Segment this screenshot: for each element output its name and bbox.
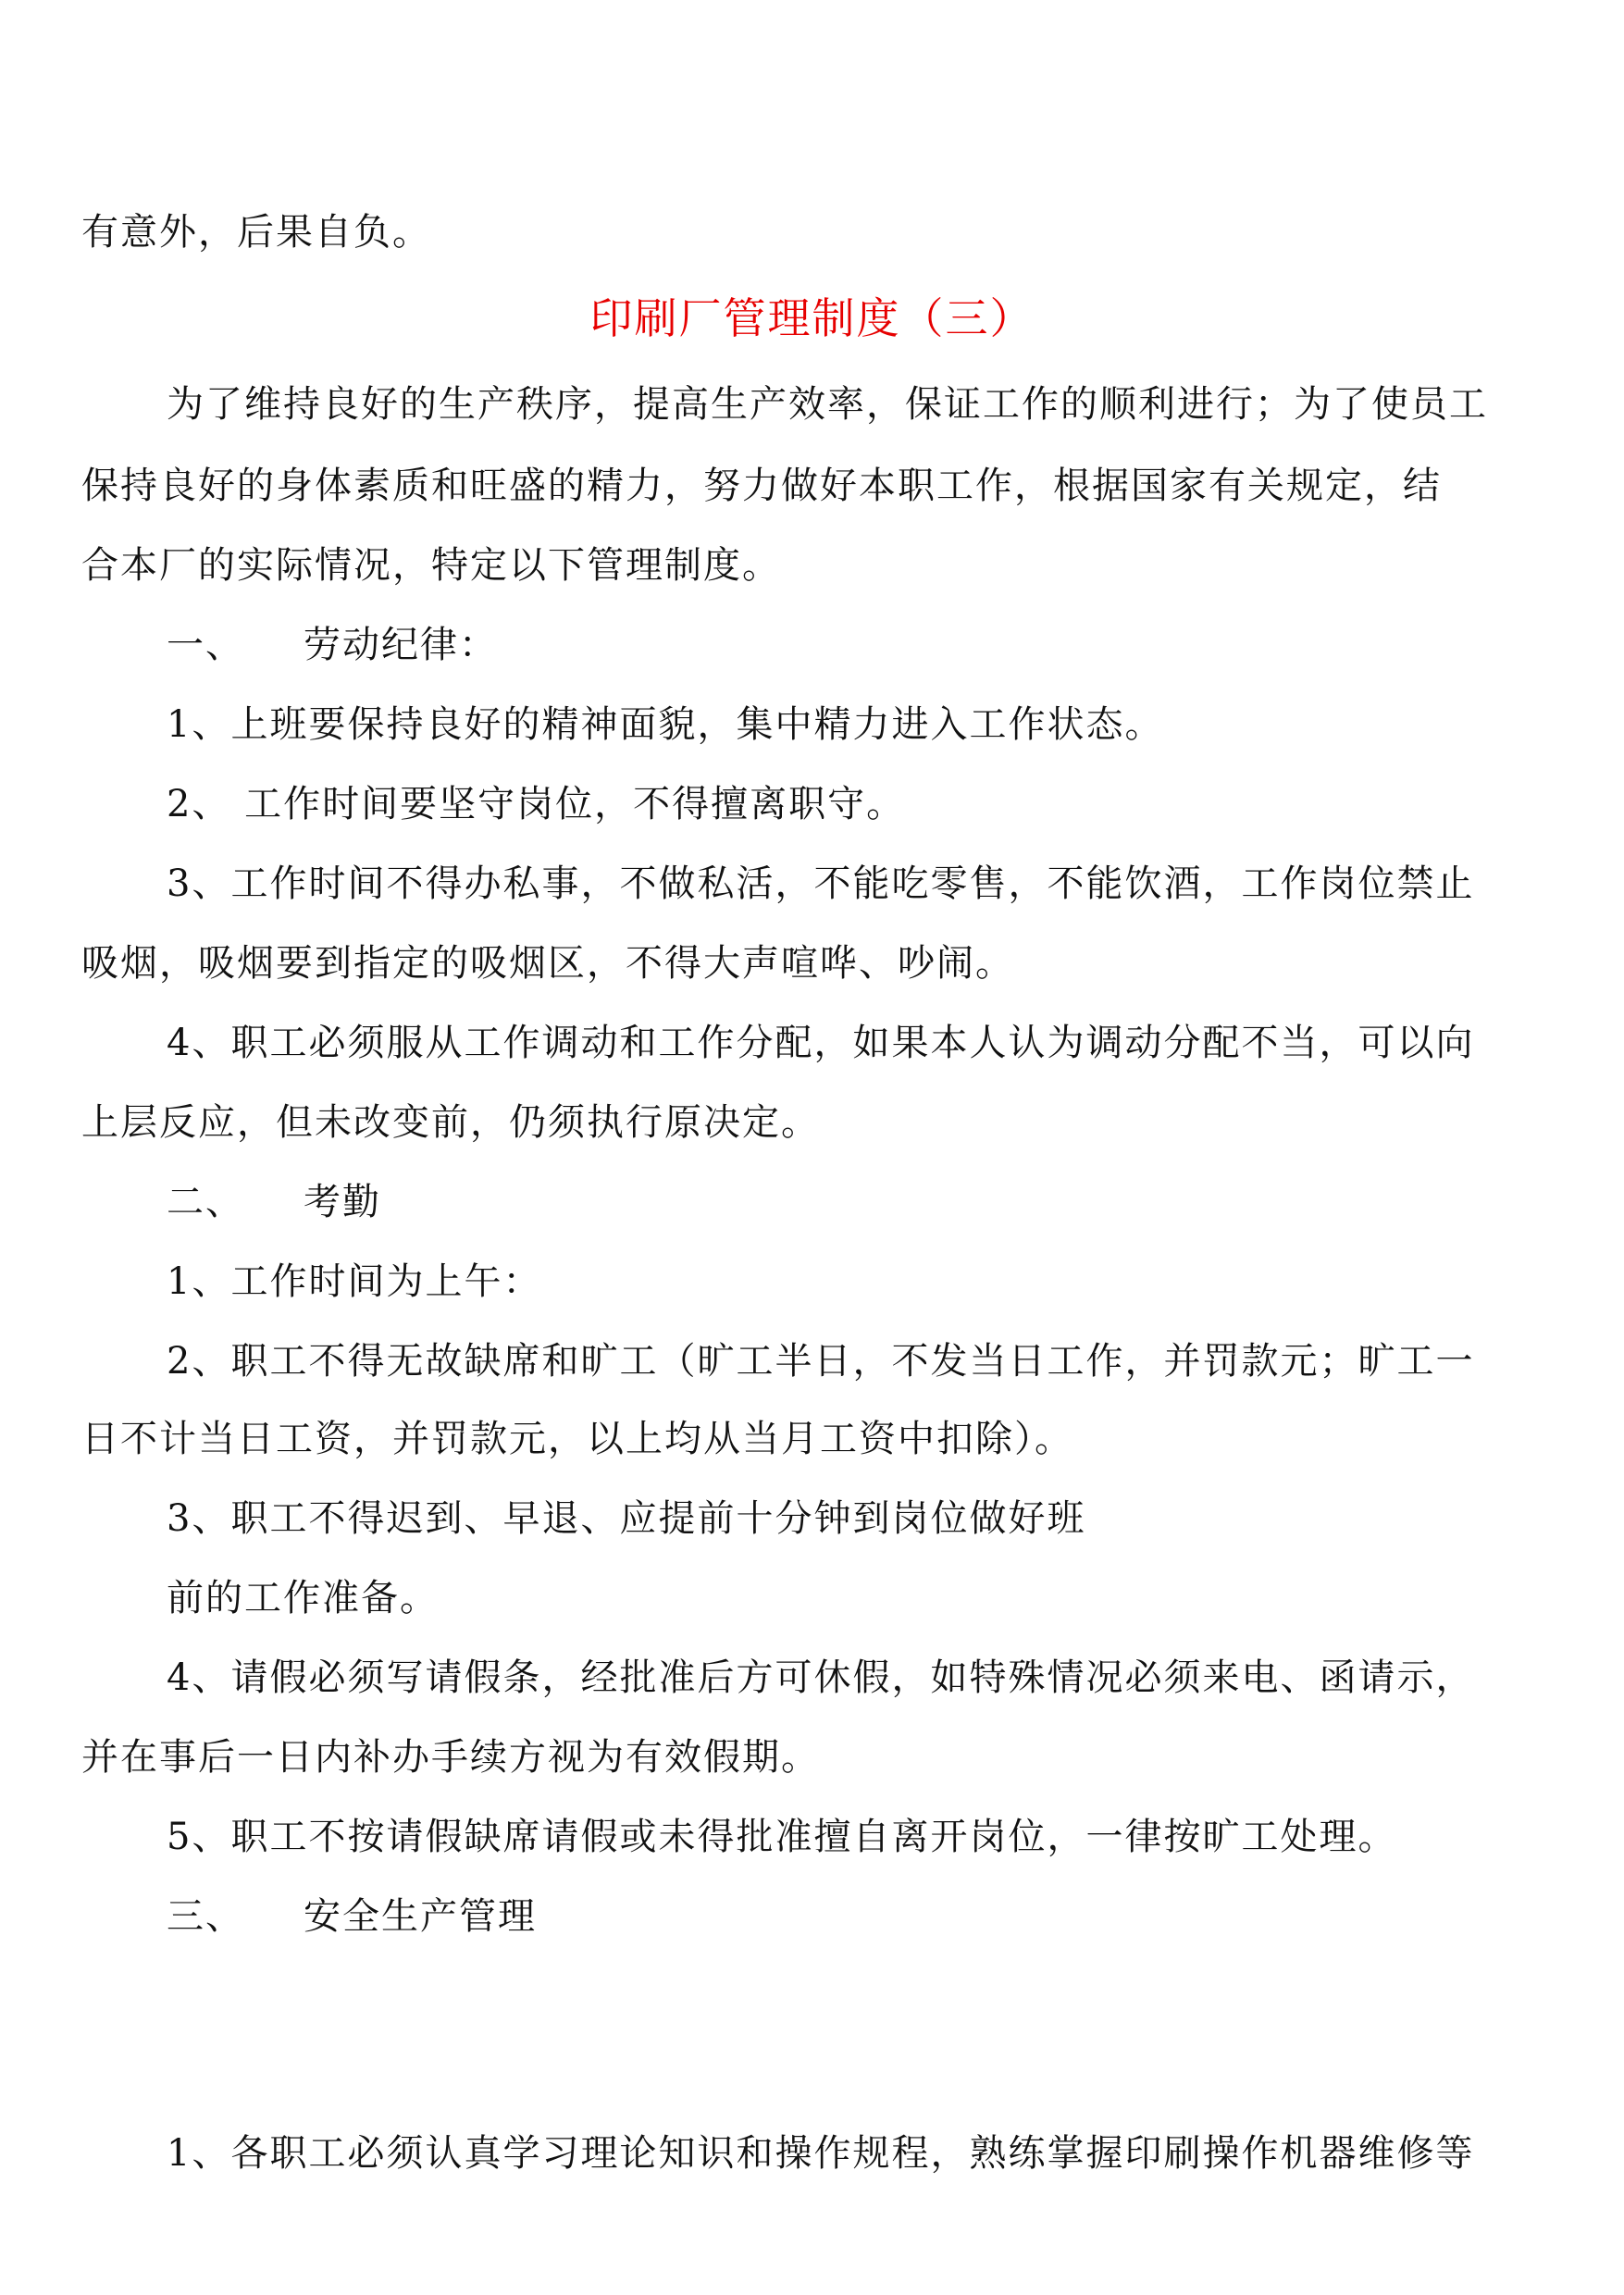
- list-item-continuation: 吸烟，吸烟要到指定的吸烟区，不得大声喧哗、吵闹。: [81, 942, 1014, 985]
- list-item: 1、上班要保持良好的精神面貌，集中精力进入工作状态。: [167, 703, 1164, 746]
- paragraph-line: 保持良好的身体素质和旺盛的精力，努力做好本职工作，根据国家有关规定，结: [81, 465, 1442, 507]
- list-item-continuation: 日不计当日工资，并罚款元，以上均从当月工资中扣除）。: [81, 1418, 1073, 1460]
- list-item: 1、工作时间为上午：: [167, 1260, 542, 1303]
- list-item: 4、职工必须服从工作调动和工作分配，如果本人认为调动分配不当，可以向: [167, 1022, 1475, 1064]
- list-item: 3、工作时间不得办私事，不做私活，不能吃零售，不能饮酒，工作岗位禁止: [167, 862, 1475, 905]
- list-item-continuation: 并在事后一日内补办手续方视为有效假期。: [81, 1736, 820, 1779]
- list-item-continuation: 前的工作准备。: [167, 1577, 439, 1619]
- document-title: 印刷厂管理制度（三）: [589, 293, 1035, 343]
- section-heading: 一、 劳动纪律：: [167, 624, 498, 666]
- list-item: 1、各职工必须认真学习理论知识和操作规程，熟练掌握印刷操作机器维修等: [167, 2132, 1475, 2175]
- paragraph-line: 合本厂的实际情况，特定以下管理制度。: [81, 544, 781, 587]
- list-item: 3、职工不得迟到、早退、应提前十分钟到岗位做好班: [167, 1497, 1086, 1540]
- list-item: 2、 工作时间要坚守岗位，不得擅离职守。: [167, 783, 906, 825]
- list-item: 2、职工不得无故缺席和旷工（旷工半日，不发当日工作，并罚款元；旷工一: [167, 1340, 1475, 1383]
- paragraph-line: 有意外，后果自负。: [81, 211, 431, 254]
- paragraph-line: 为了维持良好的生产秩序，提高生产效率，保证工作的顺利进行；为了使员工: [167, 383, 1488, 426]
- section-heading: 三、 安全生产管理: [167, 1895, 537, 1938]
- list-item: 4、请假必须写请假条，经批准后方可休假，如特殊情况必须来电、函请示，: [167, 1656, 1475, 1699]
- section-heading: 二、 考勤: [167, 1181, 381, 1223]
- list-item-continuation: 上层反应，但未改变前，仍须执行原决定。: [81, 1101, 820, 1144]
- list-item: 5、职工不按请假缺席请假或未得批准擅自离开岗位，一律按旷工处理。: [167, 1816, 1397, 1858]
